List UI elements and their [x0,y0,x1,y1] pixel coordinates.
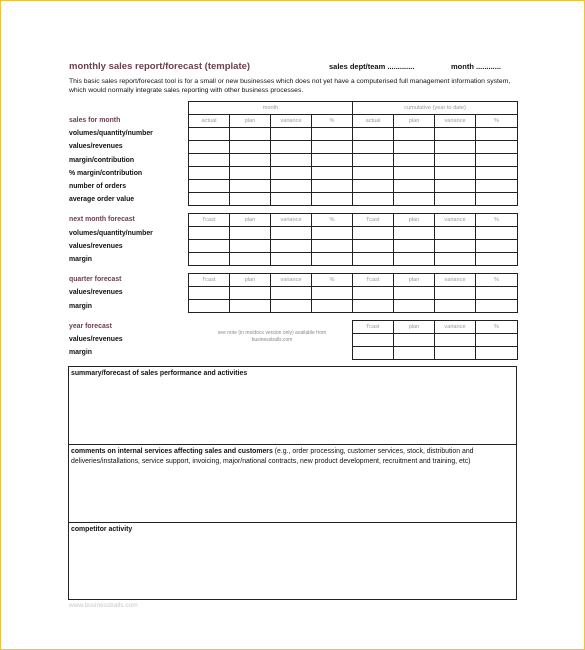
table-cell[interactable] [476,167,518,180]
table-row [189,167,518,180]
table-cell[interactable] [189,287,230,300]
column-header: variance [271,214,312,227]
table-cell[interactable] [394,240,435,253]
table-cell[interactable] [476,193,518,206]
column-header: f'cast [189,214,230,227]
table-cell[interactable] [312,141,353,154]
table-row [189,193,518,206]
table-row [189,240,518,253]
table-cell[interactable] [353,240,394,253]
table-cell[interactable] [394,253,435,266]
year-forecast-heading: year forecast [69,323,112,330]
column-header: plan [394,321,435,334]
table-cell[interactable] [476,334,518,347]
group-header-month: month [189,102,353,115]
table-cell[interactable] [312,253,353,266]
table-row [189,141,518,154]
column-header: plan [230,115,271,128]
table-cell[interactable] [394,287,435,300]
table-cell[interactable] [394,167,435,180]
column-header: plan [230,274,271,287]
table-cell[interactable] [394,128,435,141]
table-cell[interactable] [271,128,312,141]
table-cell[interactable] [271,227,312,240]
table-row [189,180,518,193]
table-cell[interactable] [353,141,394,154]
row-label: % margin/contribution [69,170,143,177]
table-cell[interactable] [189,180,230,193]
table-header-row [189,274,518,287]
table-cell[interactable] [353,300,394,313]
comments-box[interactable] [68,444,517,523]
table-cell[interactable] [230,167,271,180]
footer-text: www.businessballs.com [69,602,138,609]
table-row [189,154,518,167]
quarter-table [188,273,518,313]
column-header: variance [435,115,476,128]
table-header-row [189,115,518,128]
month-table [188,101,518,206]
table-cell[interactable] [435,227,476,240]
summary-box[interactable] [68,366,517,445]
next-month-forecast-heading: next month forecast [69,216,135,223]
table-cell[interactable] [189,300,230,313]
table-cell[interactable] [189,128,230,141]
table-cell[interactable] [312,180,353,193]
table-cell[interactable] [230,180,271,193]
year-note: see note (in ms/docs version only) available from businessballs.com [217,330,327,343]
column-header: % [312,115,353,128]
column-header: plan [394,274,435,287]
table-cell[interactable] [353,180,394,193]
column-header: variance [435,214,476,227]
table-cell[interactable] [394,300,435,313]
table-cell[interactable] [312,154,353,167]
column-header: f'cast [353,321,394,334]
table-cell[interactable] [353,227,394,240]
table-cell[interactable] [230,287,271,300]
table-cell[interactable] [435,287,476,300]
year-table [352,320,518,360]
table-cell[interactable] [394,154,435,167]
table-cell[interactable] [394,334,435,347]
row-label: volumes/quantity/number [69,230,153,237]
table-cell[interactable] [394,193,435,206]
quarter-forecast-heading: quarter forecast [69,276,122,283]
table-cell[interactable] [189,227,230,240]
table-cell[interactable] [394,347,435,360]
table-cell[interactable] [312,240,353,253]
column-header: % [476,321,518,334]
table-cell[interactable] [476,141,518,154]
table-cell[interactable] [435,141,476,154]
table-cell[interactable] [189,253,230,266]
row-label: values/revenues [69,289,123,296]
table-cell[interactable] [353,167,394,180]
table-cell[interactable] [271,240,312,253]
sales-for-month-heading: sales for month [69,117,121,124]
next-month-table [188,213,518,266]
column-header: f'cast [189,274,230,287]
column-header: variance [271,115,312,128]
table-cell[interactable] [312,300,353,313]
table-header-row [189,214,518,227]
row-label: margin [69,349,92,356]
table-cell[interactable] [230,253,271,266]
table-header-row [353,321,518,334]
table-cell[interactable] [271,193,312,206]
table-cell[interactable] [353,334,394,347]
table-cell[interactable] [435,347,476,360]
table-cell[interactable] [476,128,518,141]
column-header: plan [394,214,435,227]
table-row [353,347,518,360]
table-cell[interactable] [435,300,476,313]
month-label: month ............ [451,62,501,71]
table-cell[interactable] [230,141,271,154]
table-cell[interactable] [230,128,271,141]
table-cell[interactable] [476,227,518,240]
table-cell[interactable] [394,227,435,240]
column-header: variance [271,274,312,287]
table-cell[interactable] [230,240,271,253]
table-cell[interactable] [271,141,312,154]
table-cell[interactable] [230,300,271,313]
table-cell[interactable] [435,128,476,141]
table-cell[interactable] [189,167,230,180]
table-cell[interactable] [353,154,394,167]
table-cell[interactable] [394,141,435,154]
competitor-box-label: competitor activity [71,526,133,533]
table-row [189,128,518,141]
column-header: actual [353,115,394,128]
table-cell[interactable] [271,167,312,180]
column-header: f'cast [353,274,394,287]
table-cell[interactable] [353,287,394,300]
table-cell[interactable] [435,334,476,347]
row-label: volumes/quantity/number [69,130,153,137]
table-cell[interactable] [476,287,518,300]
row-label: values/revenues [69,336,123,343]
table-cell[interactable] [189,240,230,253]
table-cell[interactable] [312,227,353,240]
column-header: variance [435,321,476,334]
comments-box-label: comments on internal services affecting sales and customers (e.g., order processing, customer services, stock, distribution and deliveries/installations, service support, invoicing, major/national contracts, new product development, recruitment and training, etc) [71,448,474,465]
table-cell[interactable] [353,193,394,206]
table-cell[interactable] [312,167,353,180]
table-cell[interactable] [189,141,230,154]
table-cell[interactable] [476,154,518,167]
report-title: monthly sales report/forecast (template) [69,61,251,72]
row-label: values/revenues [69,143,123,150]
group-header-cumulative: cumulative (year to date) [353,102,518,115]
table-cell[interactable] [435,180,476,193]
table-cell[interactable] [312,193,353,206]
table-cell[interactable] [353,128,394,141]
table-cell[interactable] [312,287,353,300]
column-header: % [476,214,518,227]
table-cell[interactable] [476,300,518,313]
table-cell[interactable] [189,193,230,206]
column-header: plan [230,214,271,227]
table-cell[interactable] [476,240,518,253]
table-cell[interactable] [271,287,312,300]
row-label: margin/contribution [69,157,135,164]
row-label: values/revenues [69,243,123,250]
table-cell[interactable] [476,347,518,360]
table-cell[interactable] [271,253,312,266]
column-header: % [312,274,353,287]
table-cell[interactable] [230,193,271,206]
table-cell[interactable] [394,180,435,193]
table-cell[interactable] [353,253,394,266]
row-label: average order value [69,196,135,203]
table-cell[interactable] [435,240,476,253]
row-label: number of orders [69,183,127,190]
table-row [189,227,518,240]
table-group-header-row [189,102,518,115]
column-header: % [312,214,353,227]
row-label: margin [69,256,92,263]
table-cell[interactable] [189,154,230,167]
intro-text: This basic sales report/forecast tool is for a small or new businesses which does not yet have a computerised full management information system, which would normally integrate sales reporting with other business processes. [69,78,511,94]
table-cell[interactable] [435,253,476,266]
table-row [189,300,518,313]
dept-team-label: sales dept/team ............. [329,62,415,71]
table-row [189,287,518,300]
table-cell[interactable] [271,300,312,313]
table-cell[interactable] [435,167,476,180]
column-header: % [476,115,518,128]
table-cell[interactable] [312,128,353,141]
table-cell[interactable] [353,347,394,360]
table-cell[interactable] [230,154,271,167]
table-cell[interactable] [230,227,271,240]
column-header: actual [189,115,230,128]
row-label: margin [69,303,92,310]
table-cell[interactable] [435,193,476,206]
table-row [353,334,518,347]
table-cell[interactable] [271,180,312,193]
competitor-box[interactable] [68,522,517,600]
table-cell[interactable] [476,253,518,266]
column-header: f'cast [353,214,394,227]
table-cell[interactable] [435,154,476,167]
column-header: variance [435,274,476,287]
summary-box-label: summary/forecast of sales performance and activities [71,370,248,377]
column-header: plan [394,115,435,128]
table-cell[interactable] [271,154,312,167]
table-row [189,253,518,266]
table-cell[interactable] [476,180,518,193]
column-header: % [476,274,518,287]
